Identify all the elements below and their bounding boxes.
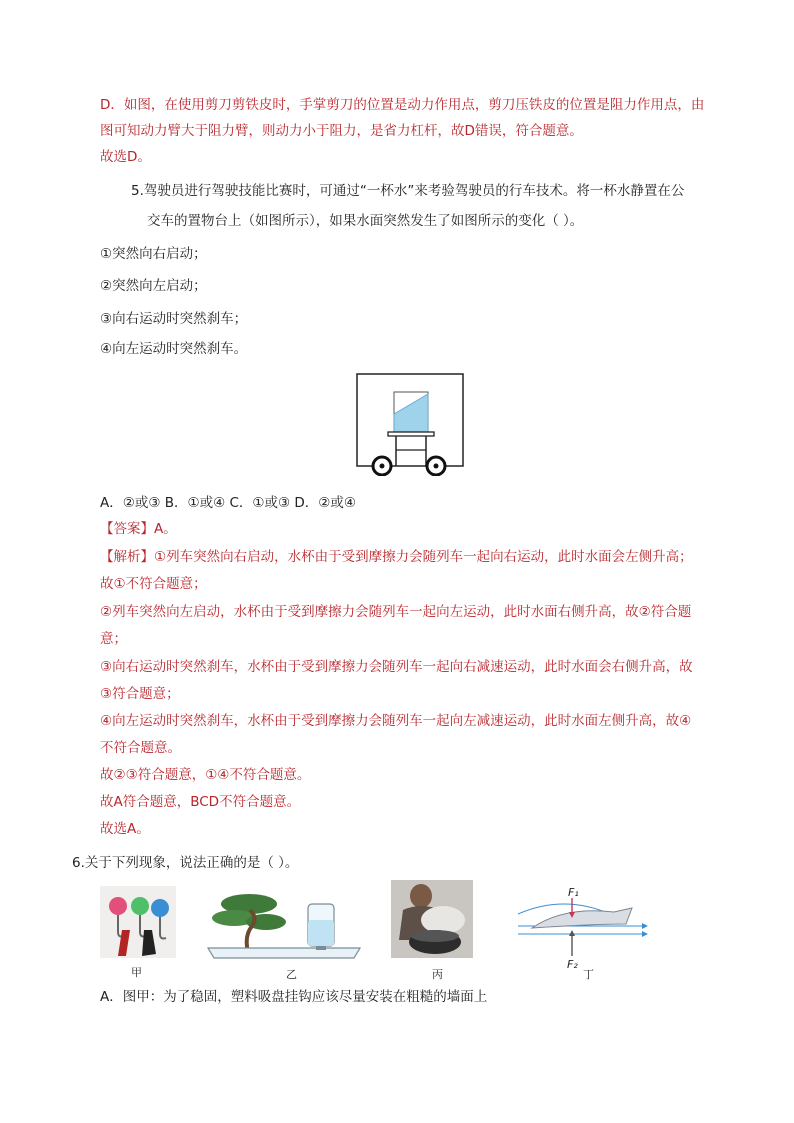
analysis-line: 故①不符合题意； [100, 576, 207, 592]
solution-line: 图可知动力臂大于阻力臂，则动力小于阻力，是省力杠杆，故D错误，符合题意。 [100, 123, 583, 139]
analysis-line: ④向左运动时突然刹车，水杯由于受到摩擦力会随列车一起向左减速运动，此时水面左侧升高，故④ [100, 713, 692, 729]
solution-line: 故选D。 [100, 149, 151, 165]
option-line: A．图甲：为了稳固，塑料吸盘挂钩应该尽量安装在粗糙的墙面上 [100, 989, 488, 1005]
analysis-line: ②列车突然向左启动，水杯由于受到摩擦力会随列车一起向左运动，此时水面右侧升高，故②符合题 [100, 604, 692, 620]
question-stem: 6.关于下列现象，说法正确的是（ ）。 [72, 855, 299, 871]
analysis-line: 故选A。 [100, 821, 150, 837]
figure-caption: 丙 [432, 968, 443, 981]
force-label-f1: F₁ [568, 886, 579, 899]
answer-line: 【答案】A。 [100, 521, 177, 537]
solution-line: D．如图，在使用剪刀剪铁皮时，手掌剪刀的位置是动力作用点，剪刀压铁皮的位置是阻力作用点，由 [100, 97, 705, 113]
answer-options: A．②或③ B．①或④ C．①或③ D．②或④ [100, 495, 357, 511]
question-item: ③向右运动时突然刹车； [100, 311, 248, 327]
question-item: ①突然向右启动； [100, 246, 207, 262]
question-stem: 交车的置物台上（如图所示），如果水面突然发生了如图所示的变化（ ）。 [147, 213, 584, 229]
pressure-cooker-photo [391, 880, 473, 958]
analysis-line: ③向右运动时突然刹车，水杯由于受到摩擦力会随列车一起向右减速运动，此时水面会右侧升高，故 [100, 659, 693, 675]
analysis-line: ③符合题意； [100, 686, 180, 702]
figure-caption: 甲 [131, 966, 142, 979]
analysis-line: 故A符合题意，BCD不符合题意。 [100, 794, 301, 810]
question-item: ②突然向左启动； [100, 278, 207, 294]
figure-caption: 丁 [583, 968, 594, 981]
analysis-line: 不符合题意。 [100, 740, 181, 756]
analysis-line: 故②③符合题意，①④不符合题意。 [100, 767, 311, 783]
bonsai-bottle-figure [204, 886, 364, 962]
force-label-f2: F₂ [567, 958, 578, 971]
bus-cup-figure [352, 370, 468, 476]
question-stem: 5.驾驶员进行驾驶技能比赛时，可通过“一杯水”来考验驾驶员的行车技术。将一杯水静置在公 [131, 183, 685, 199]
figure-caption: 乙 [286, 968, 297, 981]
question-item: ④向左运动时突然刹车。 [100, 341, 248, 357]
suction-hook-photo [100, 886, 176, 958]
analysis-line: 意； [100, 631, 127, 647]
analysis-line: 【解析】①列车突然向右启动，水杯由于受到摩擦力会随列车一起向右运动，此时水面会左侧升高； [100, 549, 693, 565]
wing-airflow-diagram [514, 884, 654, 970]
